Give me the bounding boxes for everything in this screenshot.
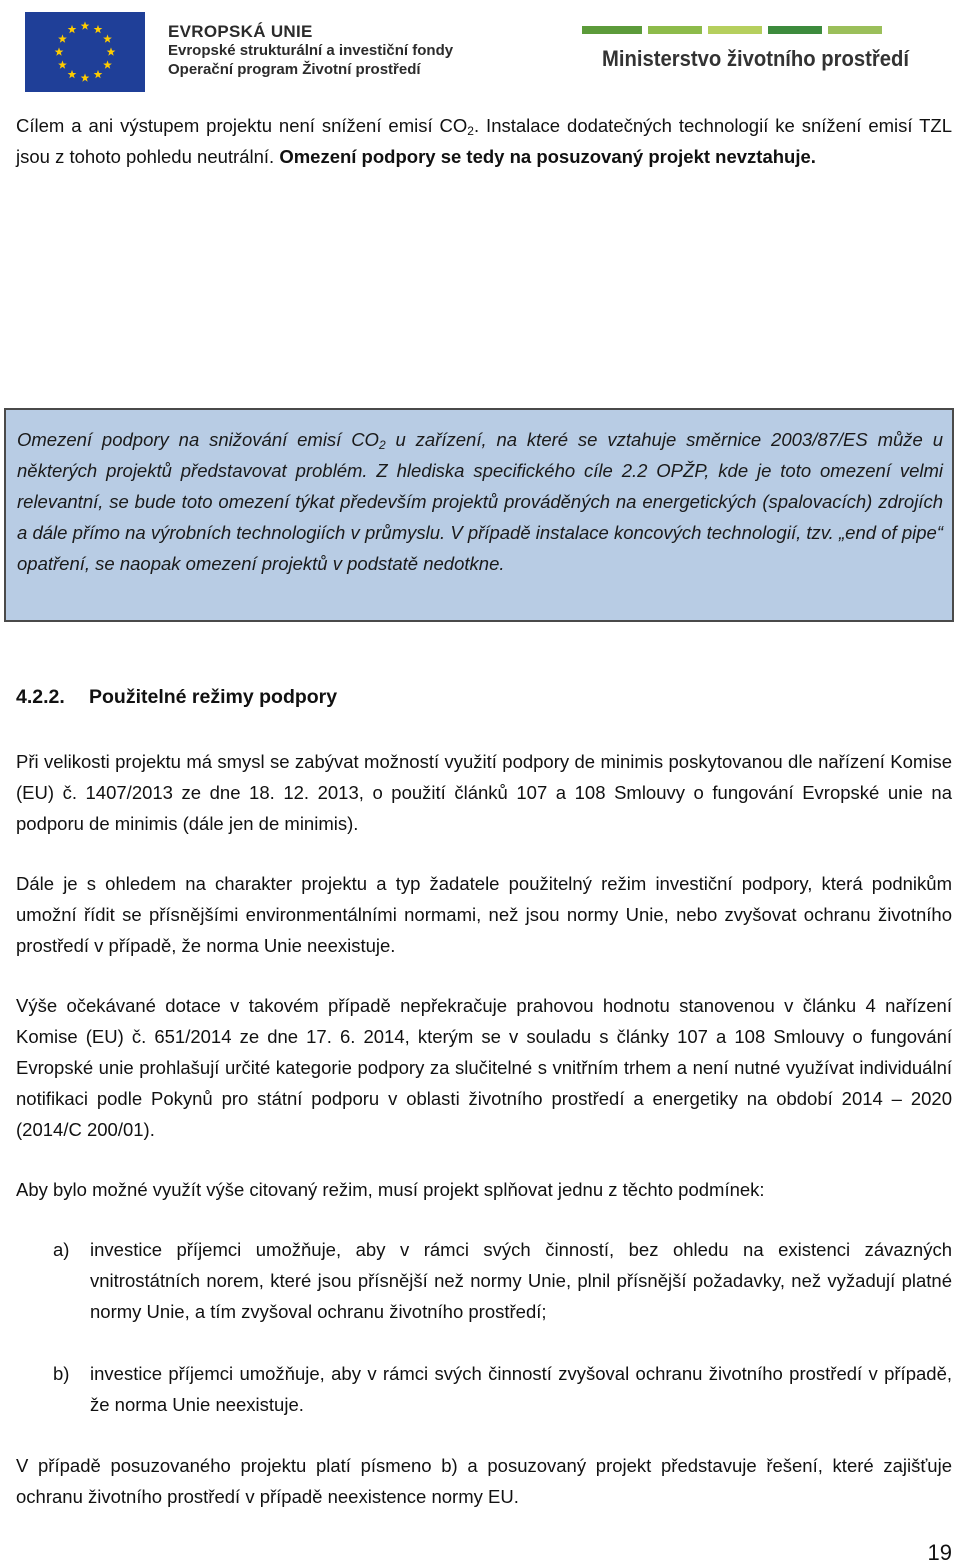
eu-star-icon xyxy=(103,60,112,68)
intro-text-a: Cílem a ani výstupem projektu není snížení emisí CO xyxy=(16,115,468,136)
page-header xyxy=(0,0,960,100)
callout-box xyxy=(4,408,954,622)
closing-paragraph: V případě posuzovaného projektu platí písmeno b) a posuzovaný projekt představuje řešení, které zajišťuje ochranu životního prostředí v případě neexistence normy EU. xyxy=(16,1455,952,1507)
callout-text-a: Omezení podpory na snižování emisí CO xyxy=(17,429,379,450)
ministry-color-bar xyxy=(582,26,882,34)
callout-text xyxy=(17,424,943,579)
section-title: Použitelné režimy podpory xyxy=(89,686,338,708)
eu-programme-line: Operační program Životní prostředí xyxy=(168,61,421,78)
paragraph-de-minimis: Při velikosti projektu má smysl se zabývat možností využití podpory de minimis poskytovanou dle nařízení Komise (EU) č. 1407/2013 ze dne 18. 12. 2013, o použití článků 107 a 108 Smlouvy o fungování Evropské unie na podporu de minimis (dále jen de minimis). xyxy=(16,751,952,834)
callout-subscript: 2 xyxy=(378,438,386,452)
eu-title: EVROPSKÁ UNIE xyxy=(168,22,313,41)
callout-text-b: u zařízení, na které se vztahuje směrnice 2003/87/ES může u některých projektů představovat problém. Z hlediska specifického cíle 2.2 OPŽP, kde je toto omezení velmi relevantní, se bude toto omezení týkat především projektů prováděných na energetických (spalovacích) zdrojích a dále přímo na výrobních technologiích v průmyslu. V případě instalace koncových technologií, tzv. „end of pipe“ opatření, se naopak omezení projektů v podstatě nedotkne. xyxy=(17,429,943,574)
paragraph-threshold: Výše očekávané dotace v takovém případě nepřekračuje prahovou hodnotu stanovenou v článku 4 nařízení Komise (EU) č. 651/2014 ze dne 17. 6. 2014, kterým se v souladu s články 107 a 108 Smlouvy o fungování Evropské unie prohlašují určité kategorie podpory za slučitelné s vnitřním trhem a není nutné využívat individuální notifikaci podle Pokynů pro státní podporu v oblasti životního prostředí a energetiky na období 2014 – 2020 (2014/C 200/01). xyxy=(16,995,952,1140)
eu-stars-icon xyxy=(25,12,145,92)
eu-star-icon xyxy=(103,34,112,42)
eu-star-icon xyxy=(81,21,90,29)
intro-subscript: 2 xyxy=(467,124,474,138)
eu-star-icon xyxy=(94,70,103,78)
intro-text-b: . Instalace dodatečných technologií ke snížení emisí TZL jsou z tohoto pohledu neutrální. xyxy=(16,115,952,167)
section-heading xyxy=(16,686,337,709)
list-item xyxy=(16,1358,952,1420)
eu-star-icon xyxy=(68,25,77,33)
list-item-text: investice příjemci umožňuje, aby v rámci svých činností zvyšoval ochranu životního prostředí v případě, že norma Unie neexistuje. xyxy=(90,1363,952,1415)
section-number: 4.2.2. xyxy=(16,686,65,708)
eu-funds-line: Evropské strukturální a investiční fondy xyxy=(168,42,454,59)
eu-star-icon xyxy=(68,70,77,78)
eu-star-icon xyxy=(58,34,67,42)
ministry-name: Ministerstvo životního prostředí xyxy=(602,46,910,71)
paragraph-conditions-intro: Aby bylo možné využít výše citovaný režim, musí projekt splňovat jednu z těchto podmínek: xyxy=(16,1179,765,1200)
eu-star-icon xyxy=(55,47,64,55)
eu-logo-text xyxy=(168,22,453,79)
eu-star-icon xyxy=(94,25,103,33)
eu-star-icon xyxy=(58,60,67,68)
intro-paragraph xyxy=(16,110,952,172)
list-marker: a) xyxy=(53,1239,70,1260)
eu-star-icon xyxy=(81,73,90,81)
list-item-text: investice příjemci umožňuje, aby v rámci svých činností, bez ohledu na existenci závazných vnitrostátních norem, které jsou přísnější než normy Unie, plnil přísnější požadavky, než vyžadují platné normy Unie, a tím zvyšoval ochranu životního prostředí; xyxy=(90,1239,952,1322)
list-item xyxy=(16,1234,952,1327)
paragraph-investment-aid: Dále je s ohledem na charakter projektu a typ žadatele použitelný režim investiční podpory, která podnikům umožní řídit se přísnějšími environmentálními normami, než jsou normy Unie, nebo zvyšovat ochranu životního prostředí v případě, že norma Unie neexistuje. xyxy=(16,873,952,956)
eu-star-icon xyxy=(107,47,116,55)
page-number: 19 xyxy=(927,1540,952,1565)
intro-conclusion: Omezení podpory se tedy na posuzovaný projekt nevztahuje. xyxy=(279,146,816,167)
ministry-logo xyxy=(582,16,910,86)
eu-flag-logo xyxy=(25,12,145,92)
list-marker: b) xyxy=(53,1363,70,1384)
